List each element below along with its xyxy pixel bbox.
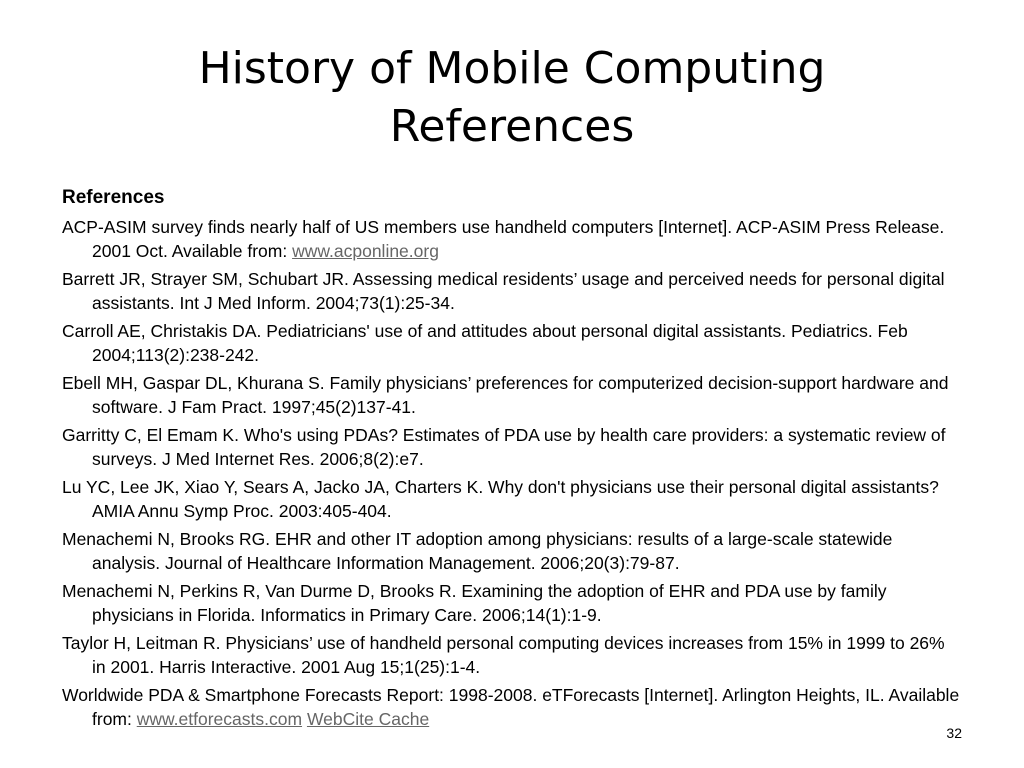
references-section xyxy=(62,185,962,735)
webcite-cache-link[interactable]: WebCite Cache xyxy=(306,709,430,729)
reference-item xyxy=(62,631,962,679)
reference-text: Barrett JR, Strayer SM, Schubart JR. Assessing medical residents’ usage and perceived needs for personal digital assistants. Int J Med Inform. 2004;73(1):25-34. xyxy=(62,269,945,313)
reference-text: Ebell MH, Gaspar DL, Khurana S. Family physicians’ preferences for computerized decision-support hardware and software. J Fam Pract. 1997;45(2)137-41. xyxy=(62,373,949,417)
slide-title xyxy=(0,40,1024,156)
slide-title-line-1: History of Mobile Computing xyxy=(198,43,826,94)
section-heading: References xyxy=(62,187,165,208)
reference-item xyxy=(62,371,962,419)
reference-text: Carroll AE, Christakis DA. Pediatricians' use of and attitudes about personal digital assistants. Pediatrics. Feb 2004;113(2):238-242. xyxy=(62,321,908,365)
reference-item xyxy=(62,267,962,315)
reference-text: Garritty C, El Emam K. Who's using PDAs? Estimates of PDA use by health care providers: a systematic review of surveys. J Med Internet Res. 2006;8(2):e7. xyxy=(62,425,946,469)
reference-text: Worldwide PDA & Smartphone Forecasts Report: 1998-2008. eTForecasts [Internet]. Arlington Heights, IL. Available from: xyxy=(62,685,960,729)
reference-item xyxy=(62,215,962,263)
reference-item xyxy=(62,475,962,523)
reference-list xyxy=(62,215,962,731)
reference-link[interactable]: www.acponline.org xyxy=(292,241,439,261)
reference-text: Lu YC, Lee JK, Xiao Y, Sears A, Jacko JA, Charters K. Why don't physicians use their personal digital assistants? AMIA Annu Symp Proc. 2003:405-404. xyxy=(62,477,939,521)
slide-title-line-2: References xyxy=(389,101,635,152)
page-number: 32 xyxy=(946,725,962,741)
reference-item xyxy=(62,423,962,471)
reference-link[interactable]: www.etforecasts.com xyxy=(136,709,303,729)
reference-item xyxy=(62,527,962,575)
reference-text: ACP-ASIM survey finds nearly half of US members use handheld computers [Internet]. ACP-ASIM Press Release. 2001 Oct. Available from: xyxy=(62,217,945,261)
reference-text: Taylor H, Leitman R. Physicians’ use of handheld personal computing devices increases from 15% in 1999 to 26% in 2001. Harris Interactive. 2001 Aug 15;1(25):1-4. xyxy=(62,633,945,677)
reference-item xyxy=(62,683,962,731)
reference-item xyxy=(62,319,962,367)
reference-text: Menachemi N, Perkins R, Van Durme D, Brooks R. Examining the adoption of EHR and PDA use by family physicians in Florida. Informatics in Primary Care. 2006;14(1):1-9. xyxy=(62,581,887,625)
reference-text: Menachemi N, Brooks RG. EHR and other IT adoption among physicians: results of a large-scale statewide analysis. Journal of Healthcare Information Management. 2006;20(3):79-87. xyxy=(62,529,893,573)
reference-item xyxy=(62,579,962,627)
